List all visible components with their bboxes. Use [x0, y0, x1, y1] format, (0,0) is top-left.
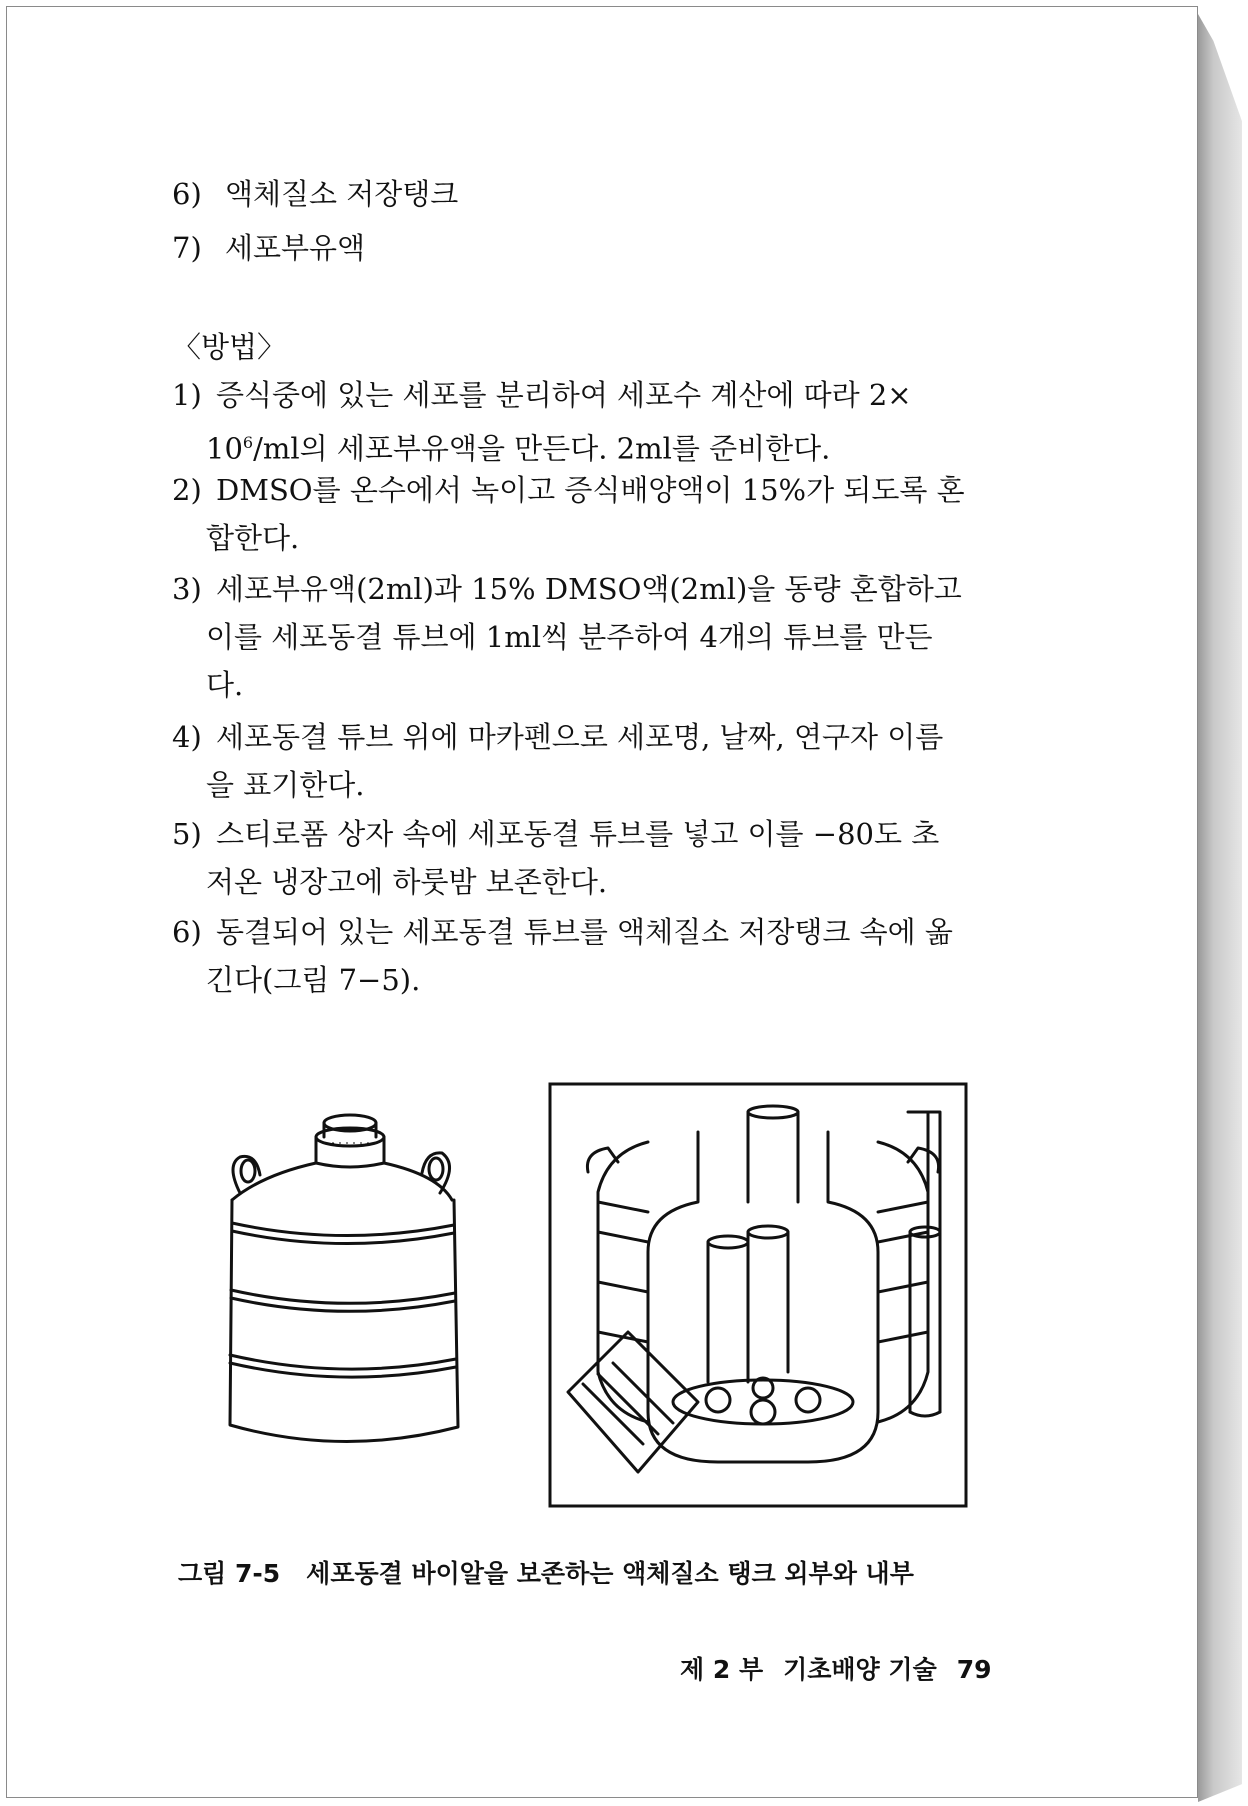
- step-number: 3): [172, 572, 202, 606]
- tank-exterior-illustration: [222, 1105, 472, 1465]
- figure-caption: [178, 1554, 914, 1590]
- tank-interior-illustration: [548, 1082, 968, 1508]
- page-edge-shadow: [1198, 14, 1242, 1802]
- method-step: [172, 713, 1028, 809]
- figure-label: 그림 7-5: [178, 1559, 281, 1588]
- method-step: [172, 565, 1028, 709]
- material-item: [172, 226, 365, 267]
- material-text: 액체질소 저장탱크: [224, 177, 459, 211]
- method-step: [172, 371, 1028, 473]
- step-line: 증식중에 있는 세포를 분리하여 세포수 계산에 따라 2×: [216, 378, 912, 412]
- step-line: 세포동결 튜브 위에 마카펜으로 세포명, 날짜, 연구자 이름: [216, 720, 944, 754]
- material-number: 7): [172, 231, 202, 265]
- method-heading: 〈방법〉: [172, 330, 287, 364]
- step-number: 6): [172, 915, 202, 949]
- material-item: [172, 172, 458, 213]
- page-footer: [680, 1650, 1012, 1686]
- step-superscript: 6: [242, 433, 254, 452]
- step-line: 다.: [206, 668, 244, 702]
- step-number: 5): [172, 817, 202, 851]
- step-line-part: 10: [206, 431, 243, 466]
- step-line: 세포부유액(2ml)과 15% DMSO액(2ml)을 동량 혼합하고: [216, 572, 962, 606]
- footer-part: 제 2 부: [680, 1655, 764, 1684]
- step-line: 긴다(그림 7−5).: [206, 963, 421, 997]
- figure-caption-text: 세포동결 바이알을 보존하는 액체질소 탱크 외부와 내부: [306, 1559, 914, 1588]
- method-step: [172, 810, 1028, 906]
- step-line: 동결되어 있는 세포동결 튜브를 액체질소 저장탱크 속에 옮: [216, 915, 953, 949]
- step-line: 이를 세포동결 튜브에 1ml씩 분주하여 4개의 튜브를 만든: [206, 620, 933, 654]
- method-step: [172, 466, 1028, 562]
- step-line: 저온 냉장고에 하룻밤 보존한다.: [206, 865, 608, 899]
- method-step: [172, 908, 1028, 1004]
- step-line: 스티로폼 상자 속에 세포동결 튜브를 넣고 이를 −80도 초: [216, 817, 940, 851]
- step-number: 4): [172, 720, 202, 754]
- material-number: 6): [172, 177, 202, 211]
- step-number: 1): [172, 378, 202, 412]
- step-line: 을 표기한다.: [206, 768, 365, 802]
- step-number: 2): [172, 473, 202, 507]
- page-number: 79: [956, 1655, 992, 1684]
- footer-section: 기초배양 기술: [783, 1655, 937, 1684]
- step-line-part: /ml의 세포부유액을 만든다. 2ml를 준비한다.: [253, 431, 831, 466]
- step-line: DMSO를 온수에서 녹이고 증식배양액이 15%가 되도록 혼: [216, 473, 965, 507]
- step-line: [172, 419, 1028, 473]
- step-line: 합한다.: [206, 521, 300, 555]
- material-text: 세포부유액: [224, 231, 366, 265]
